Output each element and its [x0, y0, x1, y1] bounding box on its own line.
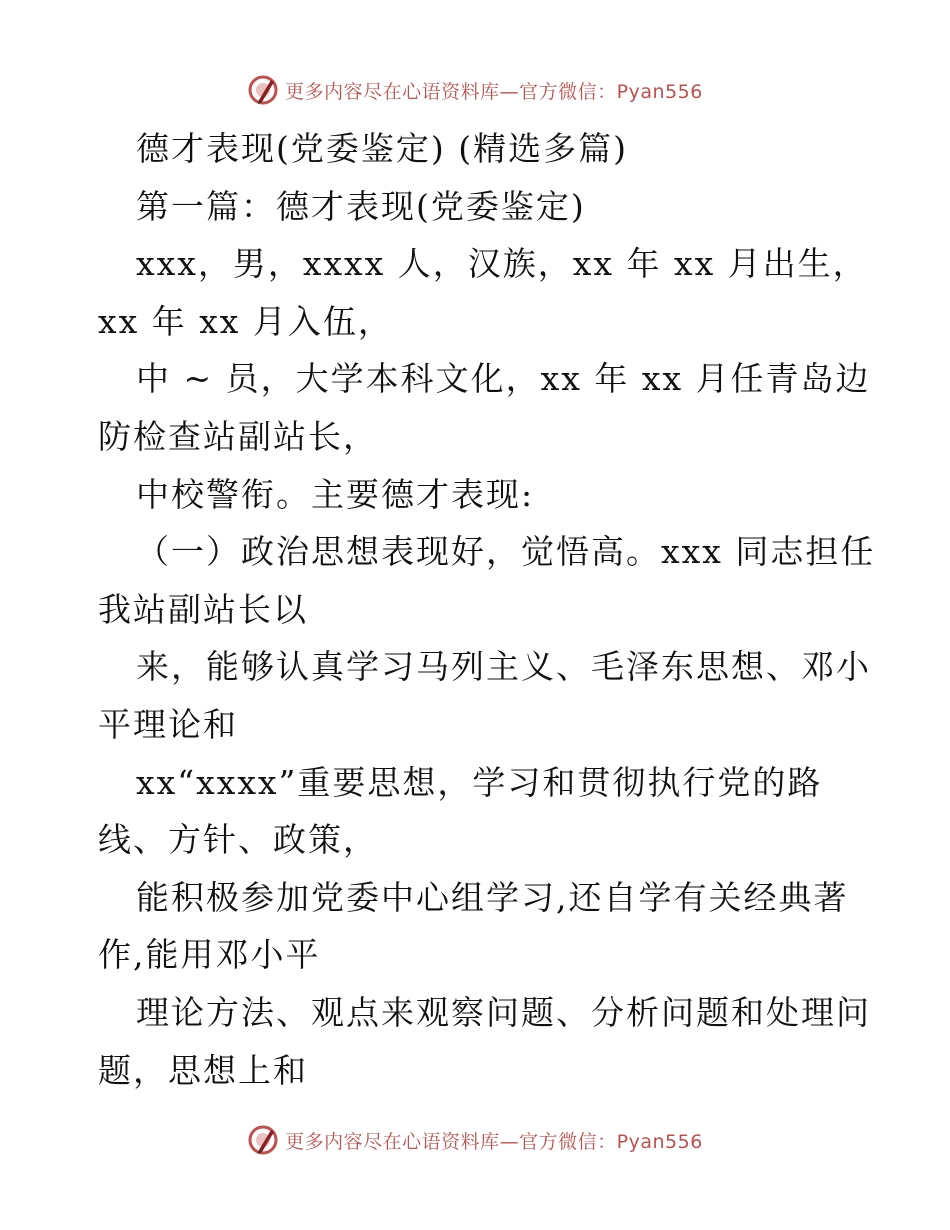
paragraph-line: 中 ~ 员，大学本科文化，xx 年 xx 月任青岛边 — [136, 359, 871, 399]
header-banner — [0, 70, 950, 110]
paragraph-line: 题，思想上和 — [98, 1050, 308, 1090]
header-banner-text: 更多内容尽在心语资料库—官方微信：Pyan556 — [285, 80, 703, 103]
paragraph-line: （一）政治思想表现好，觉悟高。xxx 同志担任 — [136, 532, 876, 572]
logo-icon — [247, 1124, 279, 1156]
document-body — [98, 120, 876, 1099]
document-title: 德才表现(党委鉴定) (精选多篇) — [136, 129, 628, 168]
footer-banner — [0, 1120, 950, 1160]
paragraph-line: 我站副站长以 — [98, 589, 308, 629]
paragraph-line: xx“xxxx”重要思想，学习和贯彻执行党的路 — [136, 762, 823, 802]
paragraph-line: xxx，男，xxxx 人，汉族，xx 年 xx 月出生， — [136, 244, 868, 284]
section-heading: 第一篇：德才表现(党委鉴定) — [136, 186, 586, 226]
paragraph-line: 防检查站副站长， — [98, 416, 378, 456]
paragraph-line: 中校警衔。主要德才表现: — [136, 474, 535, 514]
paragraph-line: xx 年 xx 月入伍， — [98, 301, 393, 341]
paragraph-line: 作,能用邓小平 — [98, 935, 321, 975]
logo-icon — [247, 74, 279, 106]
paragraph-line: 理论方法、观点来观察问题、分析问题和处理问 — [136, 992, 871, 1032]
paragraph-line: 来，能够认真学习马列主义、毛泽东思想、邓小 — [136, 647, 871, 687]
footer-banner-text: 更多内容尽在心语资料库—官方微信：Pyan556 — [285, 1130, 703, 1153]
paragraph-line: 线、方针、政策， — [98, 820, 378, 860]
paragraph-line: 平理论和 — [98, 704, 238, 744]
paragraph-line: 能积极参加党委中心组学习,还自学有关经典著 — [136, 877, 849, 917]
